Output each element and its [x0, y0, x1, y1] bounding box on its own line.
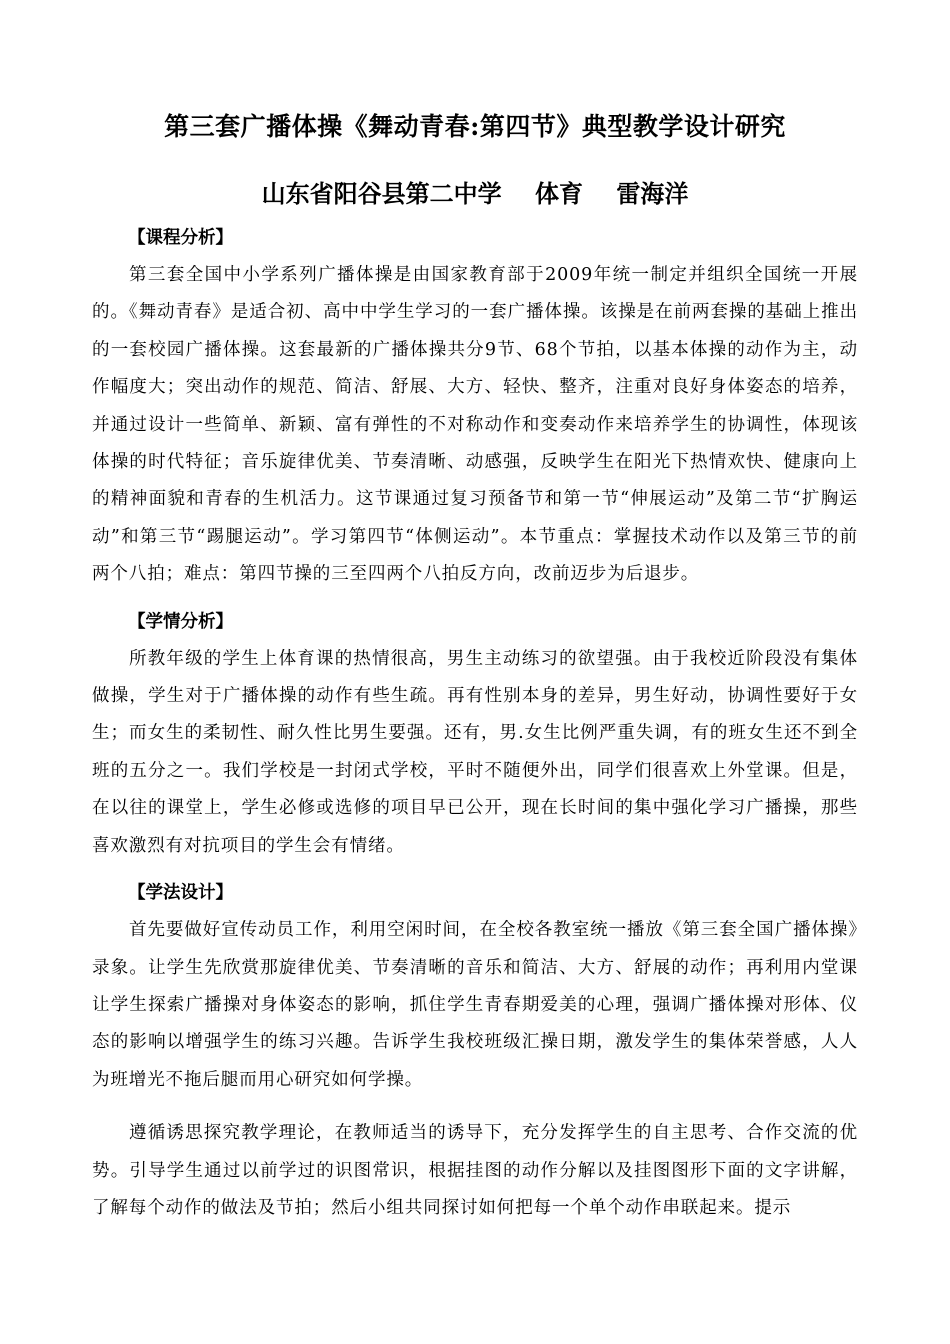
section-course-analysis — [92, 220, 858, 594]
section-heading: 【学情分析】 — [128, 611, 233, 632]
section-learning-method — [92, 875, 858, 1227]
section-heading: 【学法设计】 — [128, 883, 233, 904]
section-paragraph: 首先要做好宣传动员工作，利用空闲时间，在全校各教室统一播放《第三套全国广播体操》录象。让学生先欣赏那旋律优美、节奏清晰的音乐和简洁、大方、舒展的动作；再利用内堂课让学生探索广播操对身体姿态的影响，抓住学生青春期爱美的心理，强调广播体操对形体、仪态的影响以增强学生的练习兴趣。告诉学生我校班级汇操日期，激发学生的集体荣誉感，人人为班增光不拖后腿而用心研究如何学操。 — [92, 920, 858, 1090]
document-title: 第三套广播体操《舞动青春:第四节》典型教学设计研究 — [164, 112, 786, 141]
section-student-analysis — [92, 604, 858, 865]
section-paragraph: 所教年级的学生上体育课的热情很高，男生主动练习的欲望强。由于我校近阶段没有集体做操，学生对于广播体操的动作有些生疏。再有性别本身的差异，男生好动，协调性要好于女生；而女生的柔韧性、耐久性比男生要强。还有，男.女生比例严重失调，有的班女生还不到全班的五分之一。我们学校是一封闭式学校，平时不随便外出，同学们很喜欢上外堂课。但是，在以往的课堂上，学生必修或选修的项目早已公开，现在长时间的集中强化学习广播操，那些喜欢激烈有对抗项目的学生会有情绪。 — [92, 648, 858, 856]
section-paragraph: 第三套全国中小学系列广播体操是由国家教育部于2009年统一制定并组织全国统一开展的。《舞动青春》是适合初、高中中学生学习的一套广播体操。该操是在前两套操的基础上推出的一套校园广播体操。这套最新的广播体操共分9节、68个节拍，以基本体操的动作为主，动作幅度大；突出动作的规范、简洁、舒展、大方、轻快、整齐，注重对良好身体姿态的培养，并通过设计一些简单、新颖、富有弹性的不对称动作和变奏动作来培养学生的协调性，体现该体操的时代特征；音乐旋律优美、节奏清晰、动感强，反映学生在阳光下热情欢快、健康向上的精神面貌和青春的生机活力。这节课通过复习预备节和第一节“伸展运动”及第二节“扩胸运动”和第三节“踢腿运动”。学习第四节“体侧运动”。本节重点：掌握技术动作以及第三节的前两个八拍；难点：第四节操的三至四两个八拍反方向，改前迈步为后退步。 — [92, 265, 858, 585]
author-line: 山东省阳谷县第二中学 体育 雷海洋 — [261, 179, 689, 208]
section-heading: 【课程分析】 — [128, 228, 233, 248]
section-paragraph: 遵循诱思探究教学理论，在教师适当的诱导下，充分发挥学生的自主思考、合作交流的优势。引导学生通过以前学过的识图常识，根据挂图的动作分解以及挂图图形下面的文字讲解，了解每个动作的做法及节拍；然后小组共同探讨如何把每一个单个动作串联起来。提示 — [92, 1123, 858, 1218]
